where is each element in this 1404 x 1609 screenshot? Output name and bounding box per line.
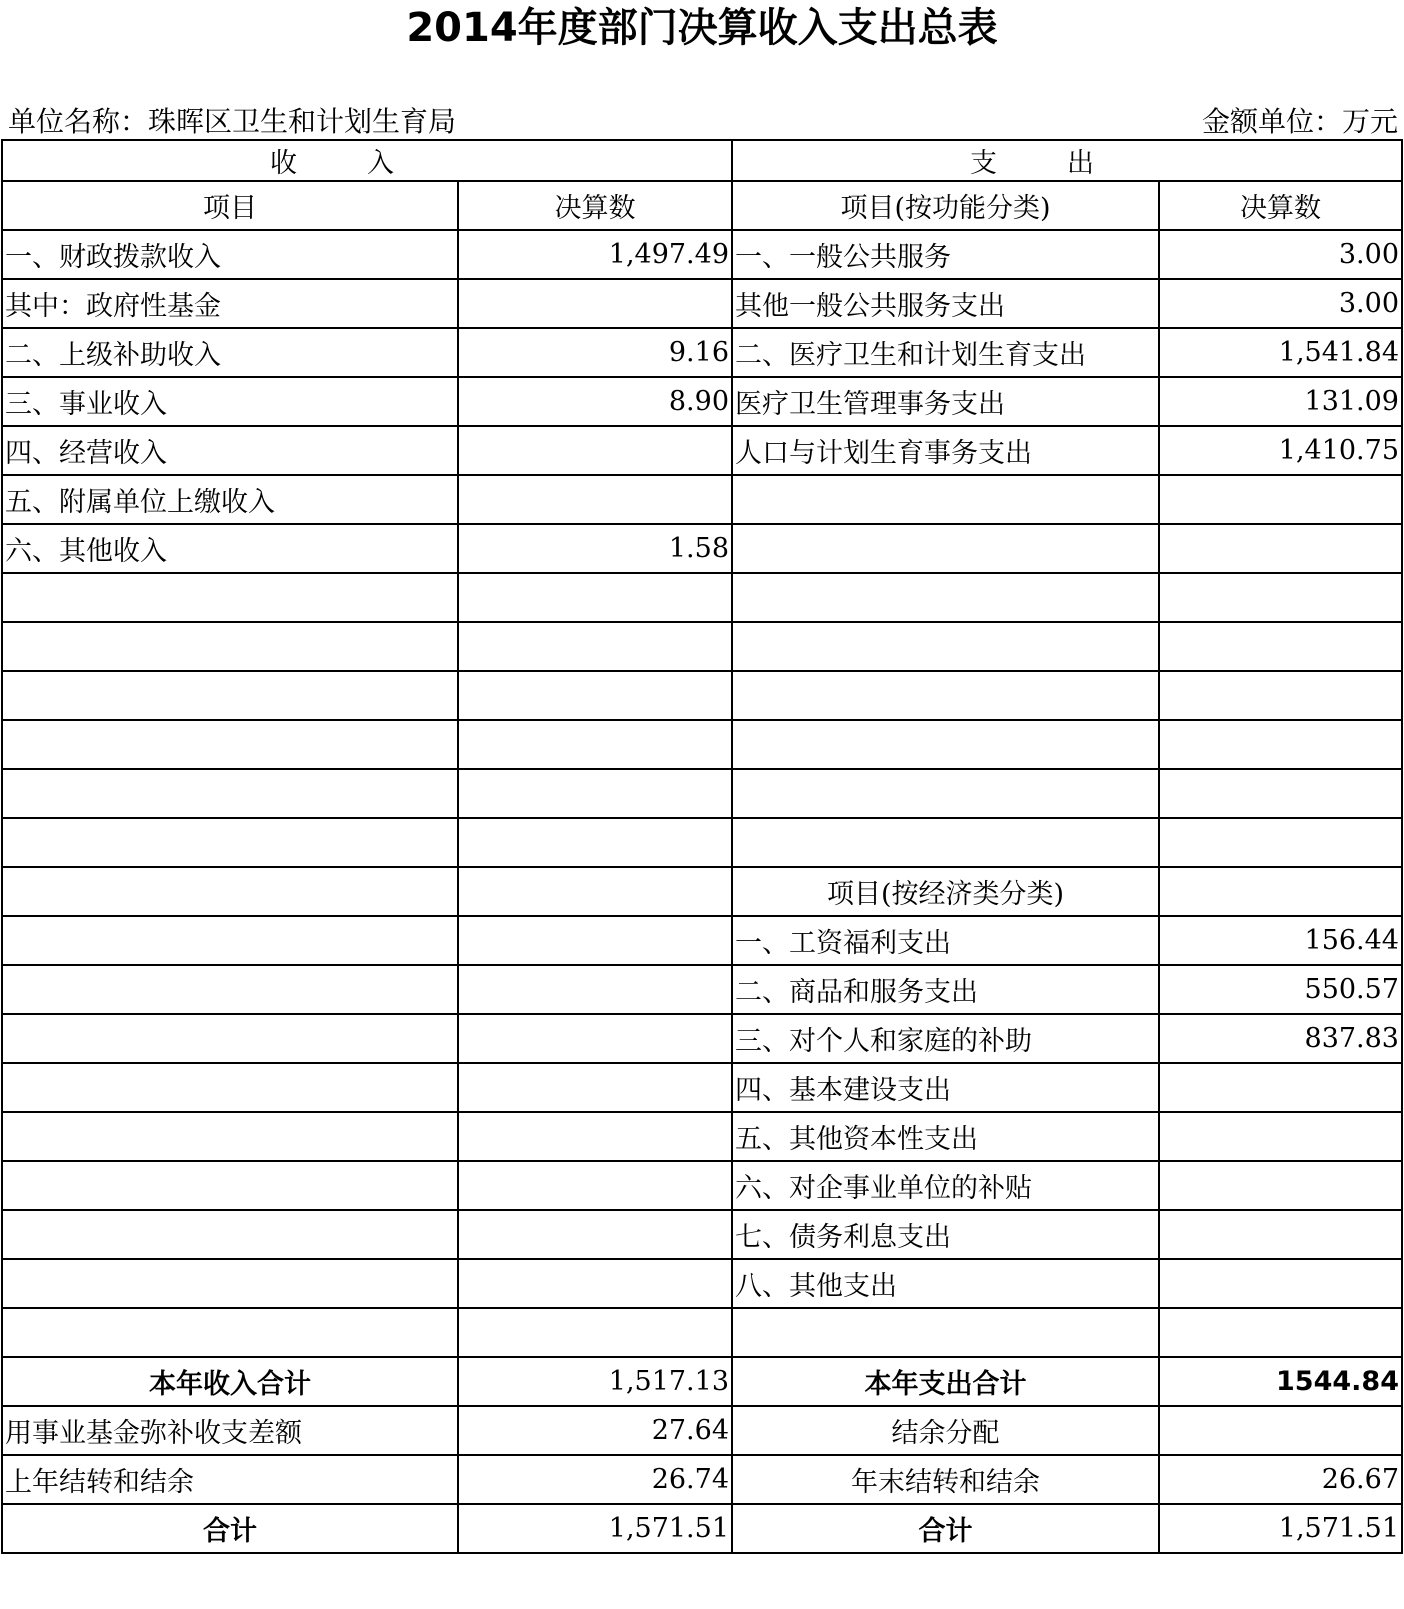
income-amount-cell: [458, 720, 732, 769]
expense-amount-cell: 3.00: [1159, 279, 1402, 328]
expense-item-cell: 六、对企事业单位的补贴: [732, 1161, 1159, 1210]
income-amount-header: 决算数: [458, 181, 732, 230]
expense-amount-cell: [1159, 1112, 1402, 1161]
income-item-cell: [2, 671, 458, 720]
expense-item-cell: [732, 671, 1159, 720]
table-row: [2, 524, 1402, 573]
table-body: [2, 140, 1402, 1553]
expense-item-cell: 七、债务利息支出: [732, 1210, 1159, 1259]
expense-section-header: [732, 140, 1402, 181]
table-row: [2, 769, 1402, 818]
income-item-cell: [2, 1014, 458, 1063]
expense-item-header: 项目(按功能分类): [732, 181, 1159, 230]
income-item-cell: [2, 769, 458, 818]
total-income-label: 上年结转和结余: [2, 1455, 458, 1504]
budget-table: [1, 139, 1403, 1554]
income-amount-cell: [458, 867, 732, 916]
expense-amount-cell: [1159, 671, 1402, 720]
income-amount-cell: [458, 1014, 732, 1063]
income-amount-cell: [458, 818, 732, 867]
expense-amount-cell: 3.00: [1159, 230, 1402, 279]
totals-row: [2, 1357, 1402, 1406]
table-row: [2, 1014, 1402, 1063]
expense-item-cell: [732, 524, 1159, 573]
expense-item-cell: [732, 720, 1159, 769]
expense-item-cell: 一、工资福利支出: [732, 916, 1159, 965]
totals-row: [2, 1504, 1402, 1553]
totals-row: [2, 1406, 1402, 1455]
income-amount-cell: 9.16: [458, 328, 732, 377]
table-row: [2, 475, 1402, 524]
total-expense-label: 结余分配: [732, 1406, 1159, 1455]
expense-item-cell: [732, 573, 1159, 622]
total-expense-amount: 26.67: [1159, 1455, 1402, 1504]
income-amount-cell: [458, 769, 732, 818]
expense-amount-header: 决算数: [1159, 181, 1402, 230]
expense-item-cell: 八、其他支出: [732, 1259, 1159, 1308]
expense-amount-cell: [1159, 475, 1402, 524]
income-amount-cell: [458, 1259, 732, 1308]
total-expense-amount: 1,571.51: [1159, 1504, 1402, 1553]
income-amount-cell: [458, 1112, 732, 1161]
income-item-cell: 六、其他收入: [2, 524, 458, 573]
expense-amount-cell: 1,410.75: [1159, 426, 1402, 475]
expense-item-cell: [732, 622, 1159, 671]
table-row: [2, 720, 1402, 769]
total-income-label: 合计: [2, 1504, 458, 1553]
table-row: [2, 622, 1402, 671]
table-row: [2, 1210, 1402, 1259]
income-item-cell: [2, 1259, 458, 1308]
income-item-cell: [2, 916, 458, 965]
totals-row: [2, 1455, 1402, 1504]
income-item-cell: [2, 1063, 458, 1112]
income-amount-cell: [458, 426, 732, 475]
table-row: [2, 279, 1402, 328]
expense-header-text: 支出: [970, 148, 1164, 179]
total-expense-amount: 1544.84: [1159, 1357, 1402, 1406]
total-expense-label: 年末结转和结余: [732, 1455, 1159, 1504]
total-income-amount: 1,571.51: [458, 1504, 732, 1553]
expense-amount-cell: [1159, 1063, 1402, 1112]
unit-name: 单位名称：珠晖区卫生和计划生育局: [8, 105, 457, 138]
income-item-cell: 四、经营收入: [2, 426, 458, 475]
expense-item-cell: 其他一般公共服务支出: [732, 279, 1159, 328]
income-amount-cell: [458, 622, 732, 671]
table-row: [2, 818, 1402, 867]
income-amount-cell: 8.90: [458, 377, 732, 426]
income-amount-cell: [458, 1063, 732, 1112]
income-item-cell: [2, 1308, 458, 1357]
table-row: [2, 230, 1402, 279]
expense-amount-cell: [1159, 1161, 1402, 1210]
expense-item-cell: 医疗卫生管理事务支出: [732, 377, 1159, 426]
income-amount-cell: [458, 1161, 732, 1210]
table-row: [2, 1308, 1402, 1357]
expense-item-cell: [732, 769, 1159, 818]
expense-item-cell: [732, 818, 1159, 867]
amount-unit: 金额单位：万元: [1201, 105, 1398, 138]
expense-amount-cell: 156.44: [1159, 916, 1402, 965]
income-item-cell: 其中：政府性基金: [2, 279, 458, 328]
expense-amount-cell: [1159, 1308, 1402, 1357]
expense-amount-cell: [1159, 622, 1402, 671]
expense-amount-cell: [1159, 867, 1402, 916]
table-row: [2, 426, 1402, 475]
income-amount-cell: [458, 475, 732, 524]
expense-amount-cell: 550.57: [1159, 965, 1402, 1014]
expense-item-cell: 三、对个人和家庭的补助: [732, 1014, 1159, 1063]
income-item-cell: [2, 622, 458, 671]
income-item-header: 项目: [2, 181, 458, 230]
income-item-cell: [2, 965, 458, 1014]
section-header-row: [2, 140, 1402, 181]
table-row: [2, 1259, 1402, 1308]
expense-amount-cell: [1159, 818, 1402, 867]
income-amount-cell: [458, 1210, 732, 1259]
expense-amount-cell: [1159, 1210, 1402, 1259]
expense-item-cell: 一、一般公共服务: [732, 230, 1159, 279]
income-item-cell: [2, 1210, 458, 1259]
page-title: 2014年度部门决算收入支出总表: [406, 5, 998, 51]
expense-item-cell: 二、商品和服务支出: [732, 965, 1159, 1014]
income-amount-cell: [458, 965, 732, 1014]
table-row: [2, 1063, 1402, 1112]
expense-item-cell: 人口与计划生育事务支出: [732, 426, 1159, 475]
expense-item-cell: 二、医疗卫生和计划生育支出: [732, 328, 1159, 377]
income-item-cell: [2, 1161, 458, 1210]
column-header-row: [2, 181, 1402, 230]
income-amount-cell: [458, 279, 732, 328]
income-amount-cell: [458, 573, 732, 622]
total-income-label: 本年收入合计: [2, 1357, 458, 1406]
total-expense-amount: [1159, 1406, 1402, 1455]
income-amount-cell: 1,497.49: [458, 230, 732, 279]
total-income-label: 用事业基金弥补收支差额: [2, 1406, 458, 1455]
expense-amount-cell: [1159, 573, 1402, 622]
table-row: [2, 1112, 1402, 1161]
expense-amount-cell: 837.83: [1159, 1014, 1402, 1063]
income-item-cell: [2, 573, 458, 622]
income-item-cell: [2, 867, 458, 916]
income-item-cell: 一、财政拨款收入: [2, 230, 458, 279]
income-section-header: [2, 140, 732, 181]
table-row: [2, 671, 1402, 720]
income-item-cell: 三、事业收入: [2, 377, 458, 426]
income-amount-cell: 1.58: [458, 524, 732, 573]
expense-item-cell: 四、基本建设支出: [732, 1063, 1159, 1112]
income-item-cell: [2, 818, 458, 867]
income-item-cell: 五、附属单位上缴收入: [2, 475, 458, 524]
income-amount-cell: [458, 916, 732, 965]
expense-amount-cell: 131.09: [1159, 377, 1402, 426]
total-income-amount: 27.64: [458, 1406, 732, 1455]
income-header-text: 收入: [270, 148, 464, 179]
table-row: [2, 377, 1402, 426]
expense-amount-cell: [1159, 1259, 1402, 1308]
expense-amount-cell: [1159, 720, 1402, 769]
income-item-cell: 二、上级补助收入: [2, 328, 458, 377]
expense-item-cell: 项目(按经济类分类): [732, 867, 1159, 916]
total-expense-label: 合计: [732, 1504, 1159, 1553]
expense-amount-cell: [1159, 524, 1402, 573]
table-row: [2, 867, 1402, 916]
expense-item-cell: [732, 1308, 1159, 1357]
total-income-amount: 1,517.13: [458, 1357, 732, 1406]
expense-amount-cell: [1159, 769, 1402, 818]
income-item-cell: [2, 720, 458, 769]
table-row: [2, 573, 1402, 622]
expense-item-cell: 五、其他资本性支出: [732, 1112, 1159, 1161]
table-row: [2, 328, 1402, 377]
expense-amount-cell: 1,541.84: [1159, 328, 1402, 377]
total-income-amount: 26.74: [458, 1455, 732, 1504]
income-item-cell: [2, 1112, 458, 1161]
income-amount-cell: [458, 1308, 732, 1357]
expense-item-cell: [732, 475, 1159, 524]
table-row: [2, 916, 1402, 965]
income-amount-cell: [458, 671, 732, 720]
table-row: [2, 965, 1402, 1014]
table-row: [2, 1161, 1402, 1210]
total-expense-label: 本年支出合计: [732, 1357, 1159, 1406]
